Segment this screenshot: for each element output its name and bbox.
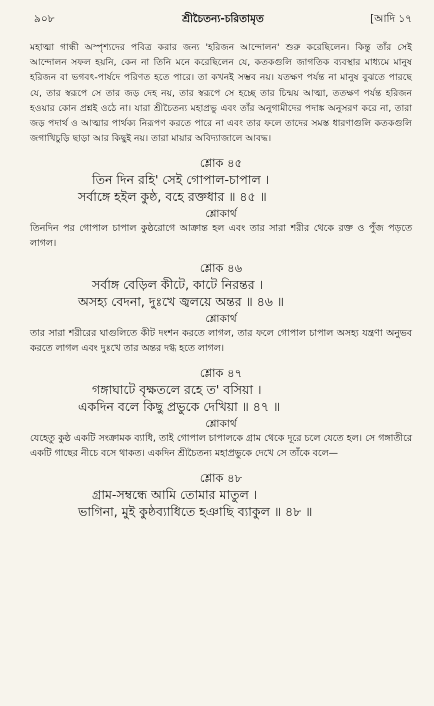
verse-block (30, 471, 412, 520)
chapter-label: [আদি ১৭ (370, 13, 412, 25)
translation-text: তার সারা শরীরের ঘাগুলিতে কীট দংশন করতে লাগল, তার ফলে গোপাল চাপাল অসহ্য যন্ত্রণা অনুভব করতে লাগল এবং দুঃখে তার অন্তর দগ্ধ হতে লাগল। (30, 328, 412, 355)
verse-heading: শ্লোক ৪৫ (199, 156, 243, 171)
purport-paragraph: মহাত্মা গান্ধী অস্পৃশ্যদের পবিত্র করার জন্য 'হরিজন আন্দোলন' শুরু করেছিলেন। কিন্তু তাঁর সেই আন্দোলন সফল হয়নি, কেন না তিনি মনে করেছিলেন যে, কতকগুলি জাগতিক ব্যবস্থার মাধ্যমে মানুষ হরিজন বা ভগবৎ-পার্ষদে পরিণত হতে পারে। তা কখনই সম্ভব নয়। যতক্ষণ পর্যন্ত না মানুষ বুঝতে পারছে যে, তার স্বরূপে সে তার জড় দেহ নয়, তার স্বরূপে সে হচ্ছে তার চিন্ময় আত্মা, ততক্ষণ পর্যন্ত হরিজন হওয়ার কোন প্রশ্নই ওঠে না। যারা শ্রীচৈতন্য মহাপ্রভু এবং তাঁর অনুগামীদের পদাঙ্ক অনুসরণ করে না, তারা জড় পদার্থ ও আত্মার পার্থক্য নিরূপণ করতে পারে না এবং তার ফলে তাদের সমস্ত ধারণাগুলি কতকগুলি জগাখিচুড়ি ছাড়া আর কিছুই নয়। তারা মায়ার অবিদ্যাজালে আবদ্ধ। (30, 42, 412, 145)
verse-heading: শ্লোক ৪৮ (199, 471, 243, 486)
page-number: ৯০৮ (34, 13, 55, 25)
translation-text: যেহেতু কুষ্ঠ একটি সংক্রামক ব্যাধি, তাই গোপাল চাপালকে গ্রাম থেকে দূরে চলে যেতে হল। সে গঙ্গাতীরে একটি গাছের নীচে বসে থাকত। একদিন শ্রীচৈতন্য মহাপ্রভুকে দেখে সে তাঁকে বলে— (30, 433, 412, 460)
translation-heading: শ্লোকার্থ (205, 208, 237, 221)
verse-heading: শ্লোক ৪৬ (199, 261, 243, 276)
verse-line: সর্বাঙ্গে হইল কুষ্ঠ, বহে রক্তধার ॥ ৪৫ ॥ (78, 189, 267, 205)
verse-line: অসহ্য বেদনা, দুঃখে জ্বলয়ে অন্তর ॥ ৪৬ ॥ (78, 294, 284, 310)
verse-line: তিন দিন রহি' সেই গোপাল-চাপাল । (92, 172, 270, 188)
translation-heading: শ্লোকার্থ (205, 313, 237, 326)
verse-line: গঙ্গাঘাটে বৃক্ষতলে রহে ত' বসিয়া । (92, 382, 262, 398)
translation-heading: শ্লোকার্থ (205, 418, 237, 431)
verse-block (30, 156, 412, 251)
verse-line: ভাগিনা, মুই কুষ্ঠব্যাধিতে হঞাছি ব্যাকুল ॥ ৪৮ ॥ (78, 504, 313, 520)
verse-line: একদিন বলে কিছু প্রভুকে দেখিয়া ॥ ৪৭ ॥ (78, 399, 281, 415)
verse-line: গ্রাম-সম্বন্ধে আমি তোমার মাতুল । (92, 487, 258, 503)
verse-heading: শ্লোক ৪৭ (199, 366, 243, 381)
verse-line: সর্বাঙ্গ বেড়িল কীটে, কাটে নিরন্তর । (92, 277, 264, 293)
page-body (30, 40, 412, 520)
page-header (34, 12, 412, 30)
verse-block (30, 261, 412, 356)
book-title: শ্রীচৈতন্য-চরিতামৃত (182, 13, 264, 25)
verse-block (30, 366, 412, 461)
translation-text: তিনদিন পর গোপাল চাপাল কুষ্ঠরোগে আক্রান্ত হল এবং তার সারা শরীর থেকে রক্ত ও পুঁজ পড়তে লাগল। (30, 223, 412, 250)
